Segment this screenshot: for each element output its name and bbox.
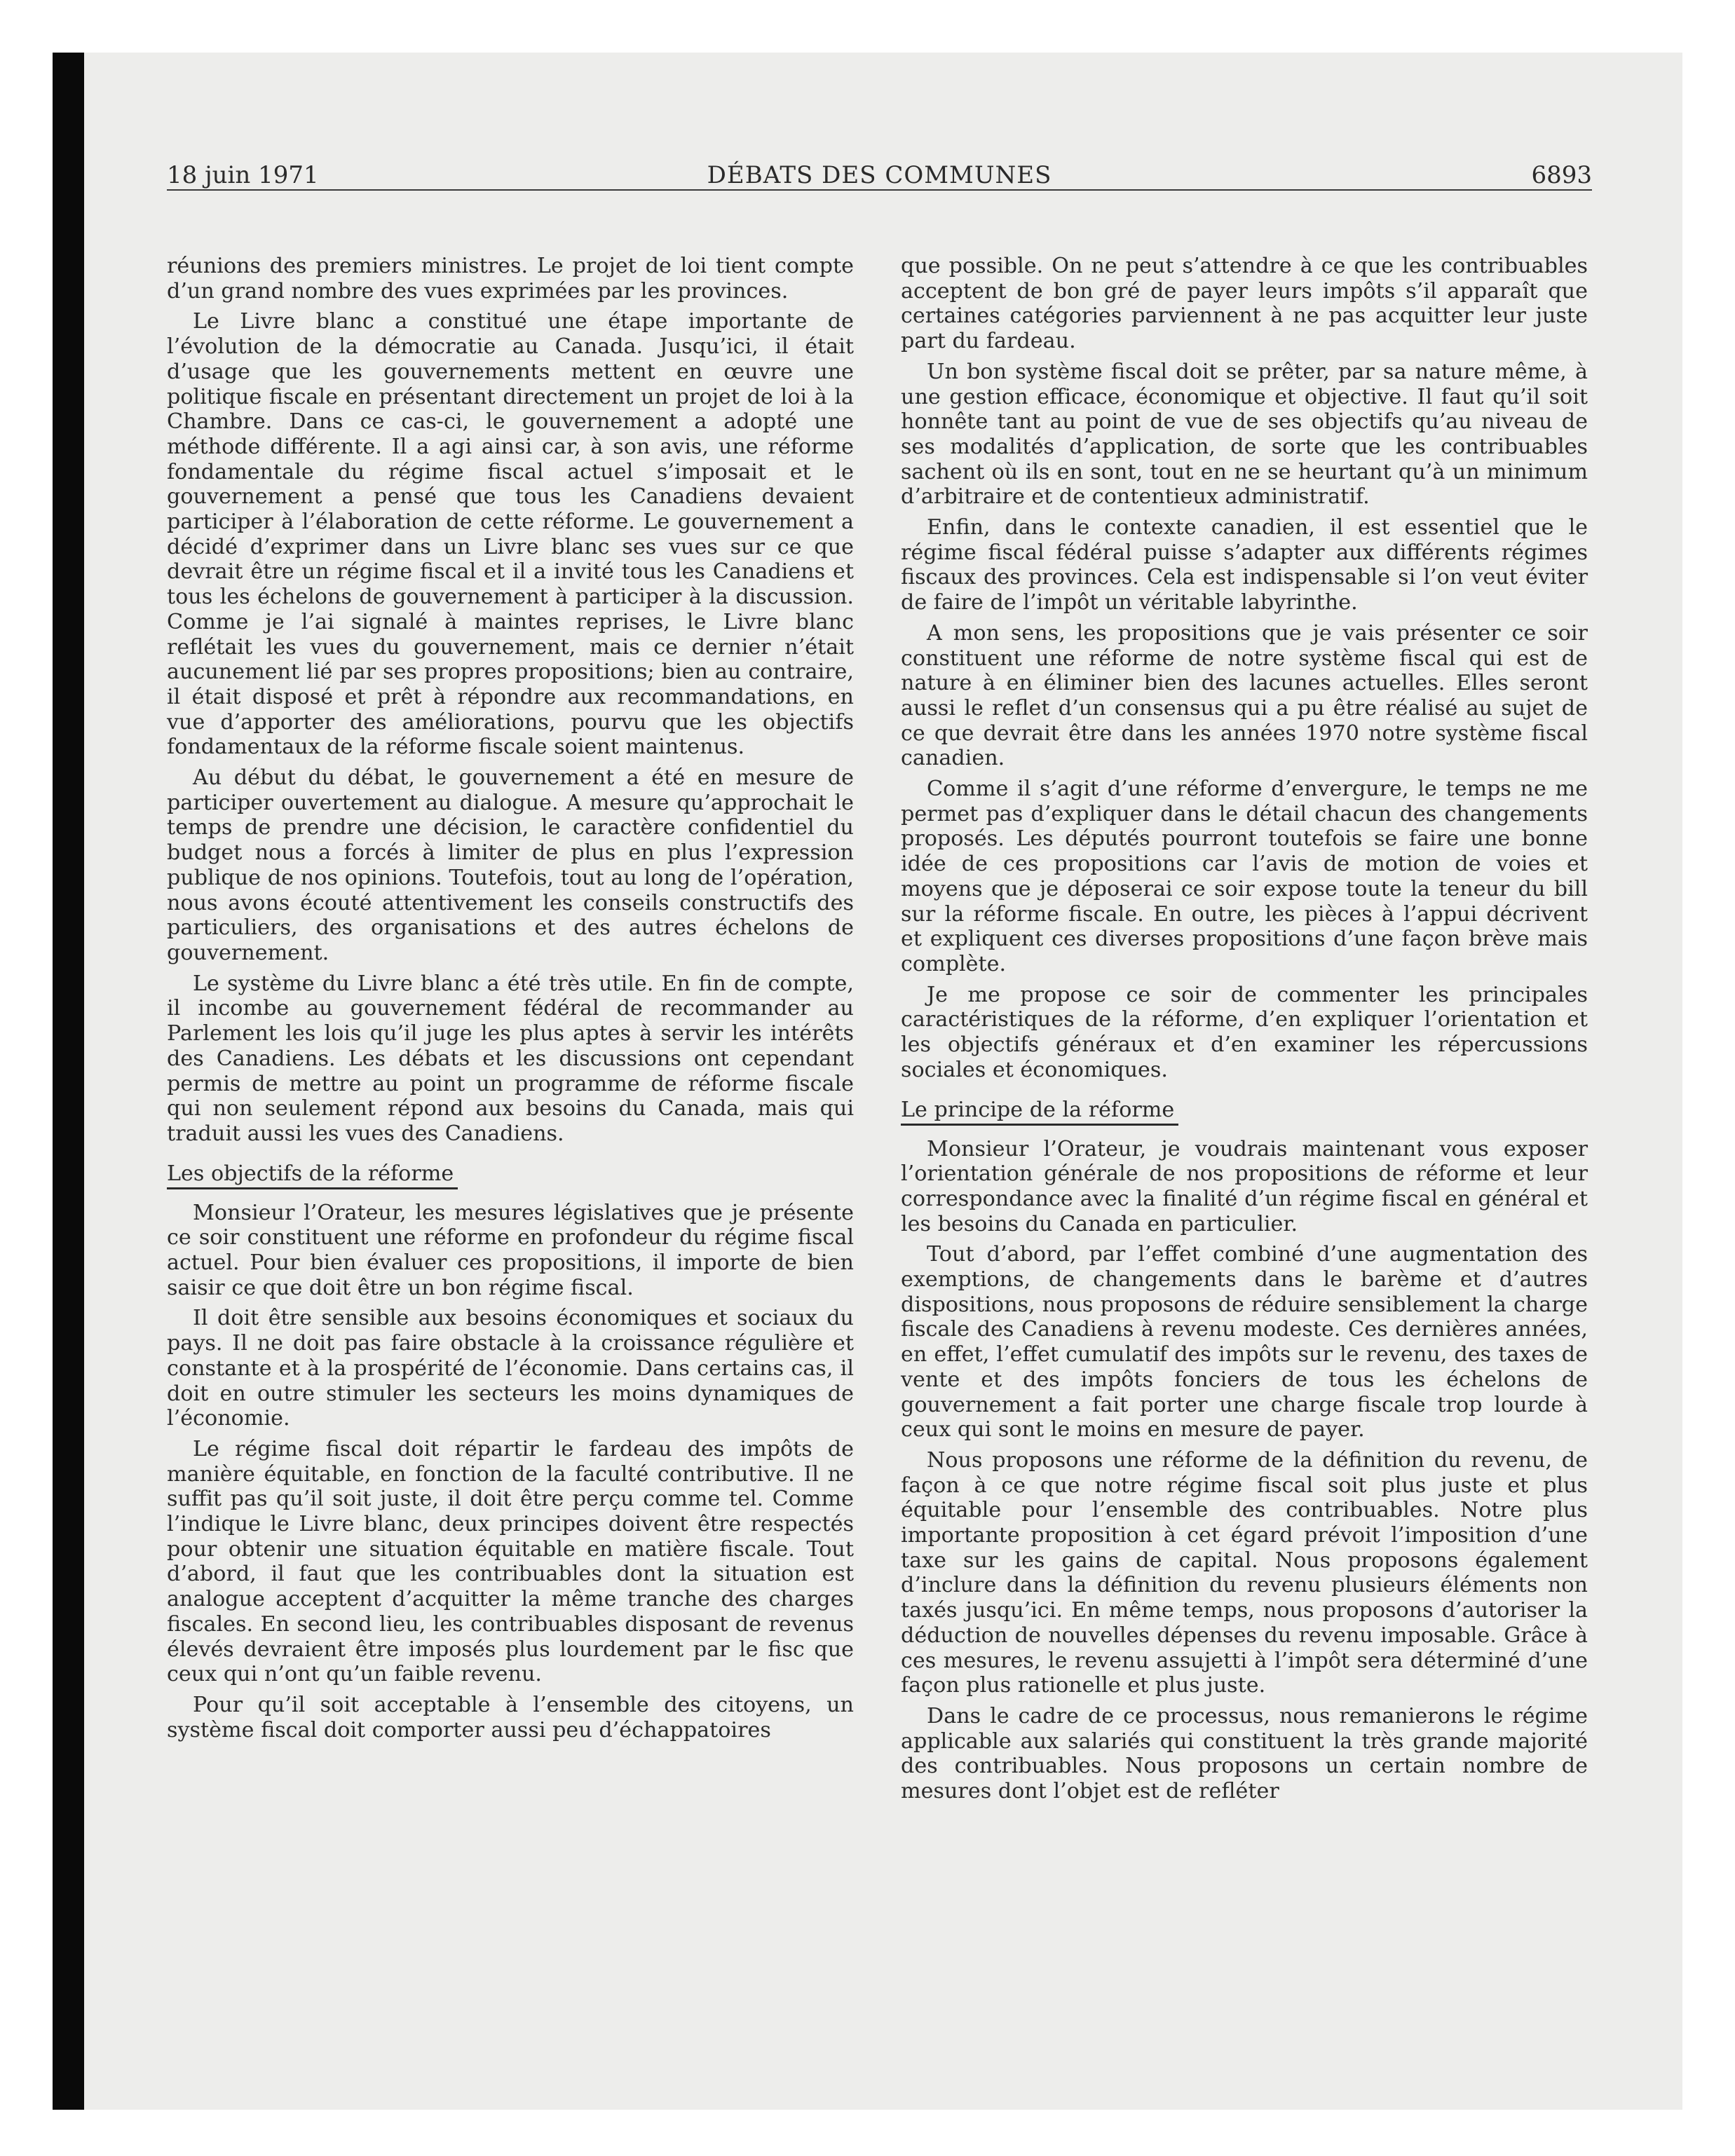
header-rule bbox=[167, 189, 1592, 191]
paragraph: Nous proposons une réforme de la définition du revenu, de façon à ce que notre régime fiscal soit plus juste et plus équitable pour l’ensemble des contribuables. Notre plus importante proposition à cet égard prévoit l’imposition d’une taxe sur les gains de capital. Nous proposons également d’inclure dans la définition du revenu plusieurs éléments non taxés jusqu’ici. En même temps, nous proposons d’autoriser la déduction de nouvelles dépenses du revenu imposable. Grâce à ces mesures, le revenu assujetti à l’impôt sera déterminé d’une façon plus rationelle et plus juste. bbox=[901, 1447, 1588, 1698]
paragraph: Monsieur l’Orateur, je voudrais maintenant vous exposer l’orientation générale de nos propositions de réforme et leur correspondance avec la finalité d’un régime fiscal en général et les besoins du Canada en particulier. bbox=[901, 1136, 1588, 1236]
paragraph: réunions des premiers ministres. Le projet de loi tient compte d’un grand nombre des vues exprimées par les provinces. bbox=[167, 254, 854, 303]
paragraph: Pour qu’il soit acceptable à l’ensemble des citoyens, un système fiscal doit comporter aussi peu d’échappatoires bbox=[167, 1692, 854, 1742]
paragraph: Tout d’abord, par l’effet combiné d’une augmentation des exemptions, de changements dans le barème et d’autres dispositions, nous proposons de réduire sensiblement la charge fiscale des Canadiens à revenu modeste. Ces dernières années, en effet, l’effet cumulatif des impôts sur le revenu, des taxes de vente et des impôts fonciers de tous les échelons de gouvernement a fait porter une charge fiscale trop lourde à ceux qui sont le moins en mesure de payer. bbox=[901, 1242, 1588, 1442]
page-header bbox=[167, 158, 1592, 193]
section-heading: Le principe de la réforme bbox=[901, 1097, 1178, 1126]
page-number: 6893 bbox=[1531, 161, 1592, 189]
header-date: 18 juin 1971 bbox=[167, 161, 319, 189]
paragraph: Comme il s’agit d’une réforme d’envergure, le temps ne me permet pas d’expliquer dans le détail chacun des changements proposés. Les députés pourront toutefois se faire une bonne idée de ces propositions car l’avis de motion de voies et moyens que je déposerai ce soir expose toute la teneur du bill sur la réforme fiscale. En outre, les pièces à l’appui décrivent et expliquent ces diverses propositions d’une façon brève mais complète. bbox=[901, 777, 1588, 976]
section-heading: Les objectifs de la réforme bbox=[167, 1161, 458, 1189]
paragraph: Un bon système fiscal doit se prêter, par sa nature même, à une gestion efficace, économique et objective. Il faut qu’il soit honnête tant au point de vue de ses objectifs qu’au niveau de ses modalités d’application, de sorte que les contribuables sachent où ils en sont, tout en ne se heurtant qu’à un minimum d’arbitraire et de contentieux administratif. bbox=[901, 359, 1588, 510]
paragraph: Le Livre blanc a constitué une étape importante de l’évolution de la démocratie au Canada. Jusqu’ici, il était d’usage que les gouvernements mettent en œuvre une politique fiscale en présentant directement un projet de loi à la Chambre. Dans ce cas-ci, le gouvernement a adopté une méthode différente. Il a agi ainsi car, à son avis, une réforme fondamentale du régime fiscal actuel s’imposait et le gouvernement a pensé que tous les Canadiens devaient participer à l’élaboration de cette réforme. Le gouvernement a décidé d’exprimer dans un Livre blanc ses vues sur ce que devrait être un régime fiscal et il a invité tous les Canadiens et tous les échelons de gouvernement à participer à la discussion. Comme je l’ai signalé à maintes reprises, le Livre blanc reflétait les vues du gouvernement, mais ce dernier n’était aucunement lié par ses propres propositions; bien au contraire, il était disposé et prêt à répondre aux recommandations, en vue d’apporter des améliorations, pourvu que les objectifs fondamentaux de la réforme fiscale soient maintenus. bbox=[167, 309, 854, 760]
paragraph: A mon sens, les propositions que je vais présenter ce soir constituent une réforme de notre système fiscal qui est de nature à en éliminer bien des lacunes actuelles. Elles seront aussi le reflet d’un consensus qui a pu être réalisé au sujet de ce que devrait être dans les années 1970 notre système fiscal canadien. bbox=[901, 620, 1588, 771]
right-column bbox=[901, 254, 1588, 1810]
paragraph: Le régime fiscal doit répartir le fardeau des impôts de manière équitable, en fonction de la faculté contributive. Il ne suffit pas qu’il soit juste, il doit être perçu comme tel. Comme l’indique le Livre blanc, deux principes doivent être respectés pour obtenir une situation équitable en matière fiscale. Tout d’abord, il faut que les contribuables dont la situation est analogue acceptent d’acquitter la même tranche des charges fiscales. En second lieu, les contribuables disposant de revenus élevés devraient être imposés plus lourdement par le fisc que ceux qui n’ont qu’un faible revenu. bbox=[167, 1436, 854, 1687]
header-title: DÉBATS DES COMMUNES bbox=[707, 161, 1052, 189]
paragraph: Dans le cadre de ce processus, nous remanierons le régime applicable aux salariés qui constituent la très grande majorité des contribuables. Nous proposons un certain nombre de mesures dont l’objet est de refléter bbox=[901, 1703, 1588, 1804]
paragraph: Le système du Livre blanc a été très utile. En fin de compte, il incombe au gouvernement fédéral de recommander au Parlement les lois qu’il juge les plus aptes à servir les intérêts des Canadiens. Les débats et les discussions ont cependant permis de mettre au point un programme de réforme fiscale qui non seulement répond aux besoins du Canada, mais qui traduit aussi les vues des Canadiens. bbox=[167, 971, 854, 1146]
paragraph: Je me propose ce soir de commenter les principales caractéristiques de la réforme, d’en expliquer l’orientation et les objectifs généraux et d’en examiner les répercussions sociales et économiques. bbox=[901, 982, 1588, 1082]
scan-edge-bar bbox=[53, 53, 84, 2110]
left-column bbox=[167, 254, 854, 1748]
paragraph: Il doit être sensible aux besoins économiques et sociaux du pays. Il ne doit pas faire obstacle à la croissance régulière et constante et à la prospérité de l’économie. Dans certains cas, il doit en outre stimuler les secteurs les moins dynamiques de l’économie. bbox=[167, 1306, 854, 1431]
paragraph: Enfin, dans le contexte canadien, il est essentiel que le régime fiscal fédéral puisse s’adapter aux différents régimes fiscaux des provinces. Cela est indispensable si l’on veut éviter de faire de l’impôt un véritable labyrinthe. bbox=[901, 515, 1588, 615]
paragraph: Au début du débat, le gouvernement a été en mesure de participer ouvertement au dialogue. A mesure qu’approchait le temps de prendre une décision, le caractère confidentiel du budget nous a forcés à limiter de plus en plus l’expression publique de nos opinions. Toutefois, tout au long de l’opération, nous avons écouté attentivement les conseils constructifs des particuliers, des organisations et des autres échelons de gouvernement. bbox=[167, 765, 854, 965]
paragraph: que possible. On ne peut s’attendre à ce que les contribuables acceptent de bon gré de payer leurs impôts s’il apparaît que certaines catégories parviennent à ne pas acquitter leur juste part du fardeau. bbox=[901, 254, 1588, 354]
paragraph: Monsieur l’Orateur, les mesures législatives que je présente ce soir constituent une réforme en profondeur du régime fiscal actuel. Pour bien évaluer ces propositions, il importe de bien saisir ce que doit être un bon régime fiscal. bbox=[167, 1200, 854, 1300]
